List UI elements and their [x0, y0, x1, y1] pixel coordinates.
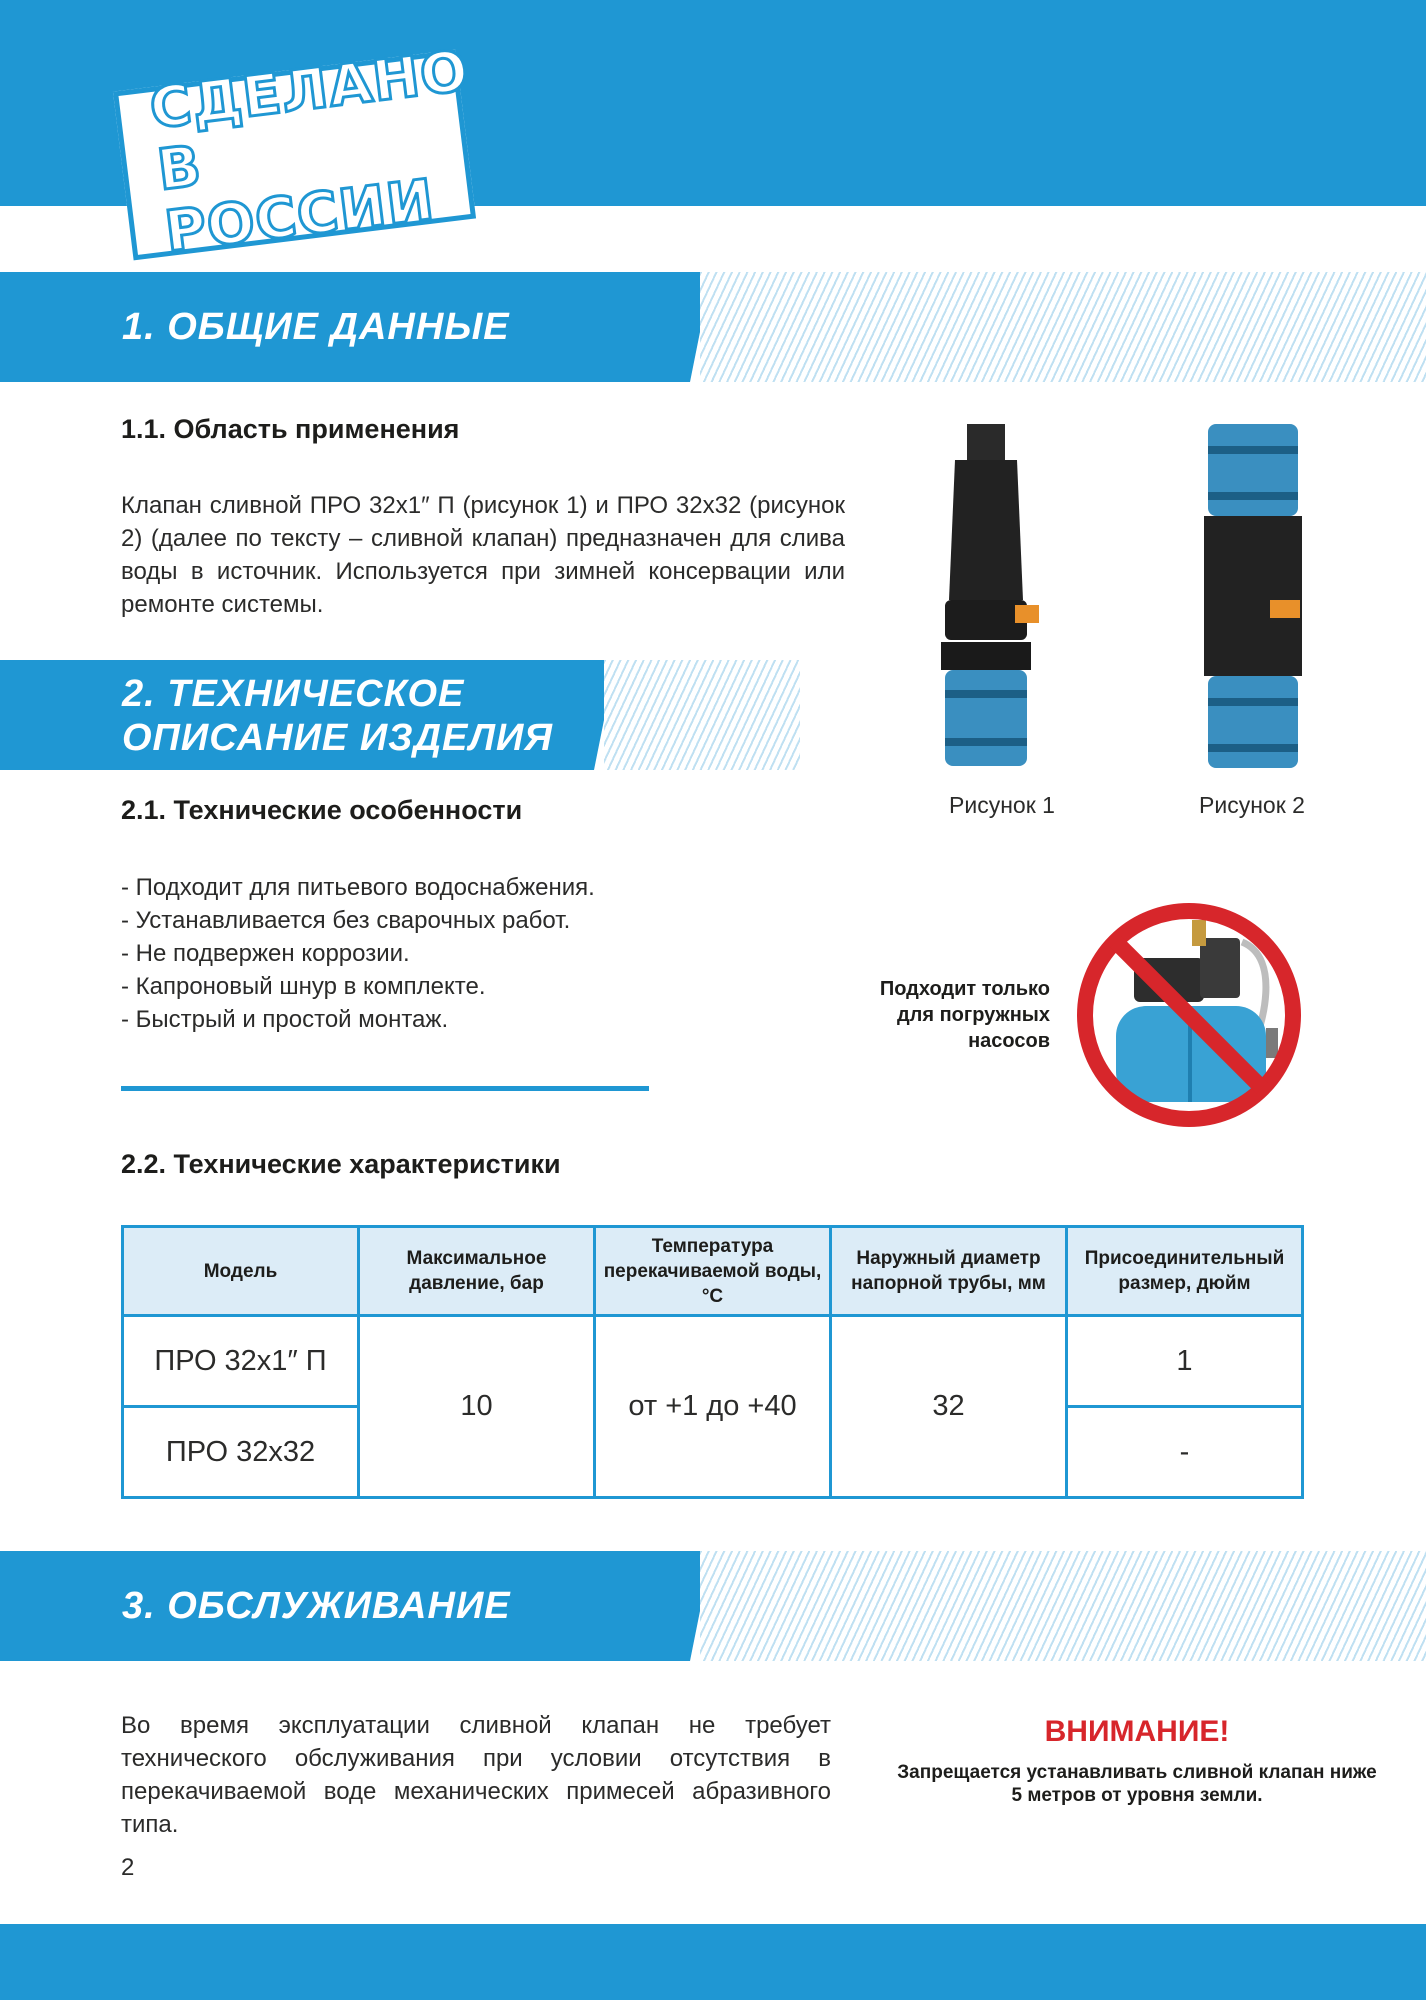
- cell-connection: -: [1067, 1407, 1303, 1498]
- section-3-bar: [0, 1551, 1426, 1661]
- section-2-title: 2. ТЕХНИЧЕСКОЕ ОПИСАНИЕ ИЗДЕЛИЯ: [122, 673, 553, 759]
- feature-item: - Быстрый и простой монтаж.: [121, 1006, 449, 1033]
- cell-temperature: от +1 до +40: [595, 1316, 831, 1498]
- feature-item: - Капроновый шнур в комплекте.: [121, 973, 486, 1000]
- surface-pump-prohibited-icon: [1072, 898, 1306, 1132]
- section-1-1-body: Клапан сливной ПРО 32х1″ П (рисунок 1) и ПРО 32х32 (рисунок 2) (далее по тексту – сливной клапан) предназначен для слива воды в источник. Используется при зимней консервации или ремонте системы.: [121, 492, 845, 618]
- section-2-bar: [0, 660, 800, 770]
- pump-notice-line-2: для погружных: [896, 1004, 1050, 1026]
- section-3-title: 3. ОБСЛУЖИВАНИЕ: [122, 1585, 511, 1627]
- warning-text: Запрещается устанавливать сливной клапан ниже 5 метров от уровня земли.: [897, 1762, 1377, 1806]
- cell-diameter: 32: [831, 1316, 1067, 1498]
- pump-notice: [800, 976, 1050, 1054]
- cell-model: ПРО 32х1″ П: [123, 1316, 359, 1407]
- divider-line: [121, 1086, 649, 1091]
- section-2-2-heading: 2.2. Технические характеристики: [121, 1149, 561, 1179]
- valve-figure-2: [1186, 420, 1326, 770]
- cell-model: ПРО 32х32: [123, 1407, 359, 1498]
- features-list: [121, 871, 681, 1036]
- specifications-table: [121, 1225, 1304, 1499]
- section-2-1-heading: 2.1. Технические особенности: [121, 795, 523, 825]
- section-1-1-heading: 1.1. Область применения: [121, 414, 460, 444]
- header-temperature: Температура перекачиваемой воды, °С: [595, 1227, 831, 1316]
- section-1-title: 1. ОБЩИЕ ДАННЫЕ: [122, 306, 510, 348]
- page-number: 2: [121, 1854, 135, 1881]
- cell-connection: 1: [1067, 1316, 1303, 1407]
- pump-notice-line-1: Подходит только: [879, 978, 1050, 1000]
- feature-item: - Подходит для питьевого водоснабжения.: [121, 874, 595, 901]
- header-diameter: Наружный диаметр напорной трубы, мм: [831, 1227, 1067, 1316]
- warning-title: ВНИМАНИЕ!: [1044, 1715, 1230, 1748]
- feature-item: - Не подвержен коррозии.: [121, 940, 410, 967]
- header-connection: Присоединительный размер, дюйм: [1067, 1227, 1303, 1316]
- stamp-line-2: В РОССИИ: [154, 133, 439, 266]
- pump-notice-line-3: насосов: [968, 1030, 1050, 1052]
- figure-2-caption: Рисунок 2: [1199, 792, 1305, 818]
- table-row: [123, 1316, 1303, 1407]
- valve-figure-1: [915, 420, 1055, 770]
- header-model: Модель: [123, 1227, 359, 1316]
- feature-item: - Устанавливается без сварочных работ.: [121, 907, 571, 934]
- header-pressure: Максимальное давление, бар: [359, 1227, 595, 1316]
- stamp-line-1: СДЕЛАНО: [146, 38, 473, 142]
- bottom-band: [0, 1924, 1426, 2000]
- cell-pressure: 10: [359, 1316, 595, 1498]
- figure-1-caption: Рисунок 1: [949, 792, 1055, 818]
- made-in-russia-stamp: [113, 38, 476, 266]
- table-header-row: [123, 1227, 1303, 1316]
- section-3-body: Во время эксплуатации сливной клапан не требует технического обслуживания при условии отсутствия в перекачиваемой воде механических примесей абразивного типа.: [121, 1712, 831, 1838]
- section-1-bar: [0, 272, 1426, 382]
